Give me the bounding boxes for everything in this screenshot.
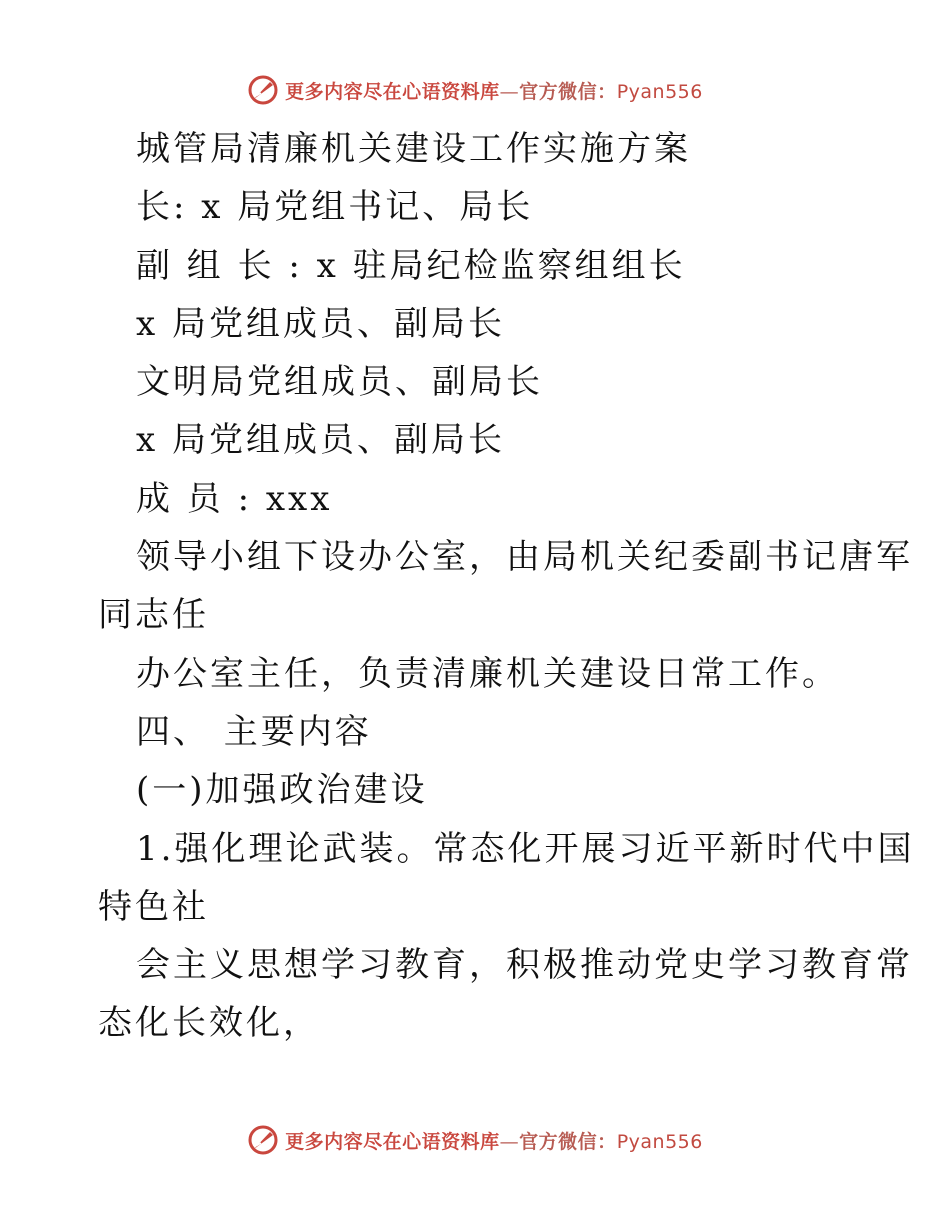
subsection-heading: (一)加强政治建设 — [136, 770, 428, 811]
text-line: x 局党组成员、副局长 — [136, 303, 505, 344]
text-line: 办公室主任，负责清廉机关建设日常工作。 — [136, 653, 839, 694]
text-line: 副 组 长 : x 驻局纪检监察组组长 — [136, 245, 686, 286]
section-heading: 四、 主要内容 — [136, 711, 372, 752]
document-body — [98, 120, 915, 1053]
document-title: 城管局清廉机关建设工作实施方案 — [136, 129, 691, 169]
watermark-text — [285, 1127, 703, 1154]
watermark-separator: — — [499, 80, 520, 103]
text-line: x 局党组成员、副局长 — [136, 420, 505, 461]
watermark-official: 官方微信： — [519, 80, 617, 103]
text-line: 态化长效化， — [98, 1003, 320, 1044]
watermark-separator: — — [499, 1130, 520, 1153]
watermark-header — [0, 70, 950, 110]
text-line: 领导小组下设办公室，由局机关纪委副书记唐军 — [136, 537, 913, 578]
watermark-main: 更多内容尽在心语资料库 — [285, 80, 500, 103]
text-line: 1.强化理论武装。常态化开展习近平新时代中国 — [136, 828, 915, 869]
quill-logo-icon — [247, 74, 279, 106]
watermark-wechat-id: Pyan556 — [616, 80, 703, 103]
watermark-footer — [0, 1120, 950, 1160]
text-line: 会主义思想学习教育，积极推动党史学习教育常 — [136, 945, 913, 986]
text-line: 特色社 — [98, 886, 209, 927]
text-line: 文明局党组成员、副局长 — [136, 362, 543, 403]
text-line: 同志任 — [98, 595, 209, 636]
watermark-wechat-id: Pyan556 — [616, 1130, 703, 1153]
watermark-text — [285, 77, 703, 104]
watermark-official: 官方微信： — [519, 1130, 617, 1153]
watermark-main: 更多内容尽在心语资料库 — [285, 1130, 500, 1153]
text-line: 长: x 局党组书记、局长 — [136, 187, 534, 228]
quill-logo-icon — [247, 1124, 279, 1156]
text-line: 成 员 : xxx — [136, 478, 333, 519]
